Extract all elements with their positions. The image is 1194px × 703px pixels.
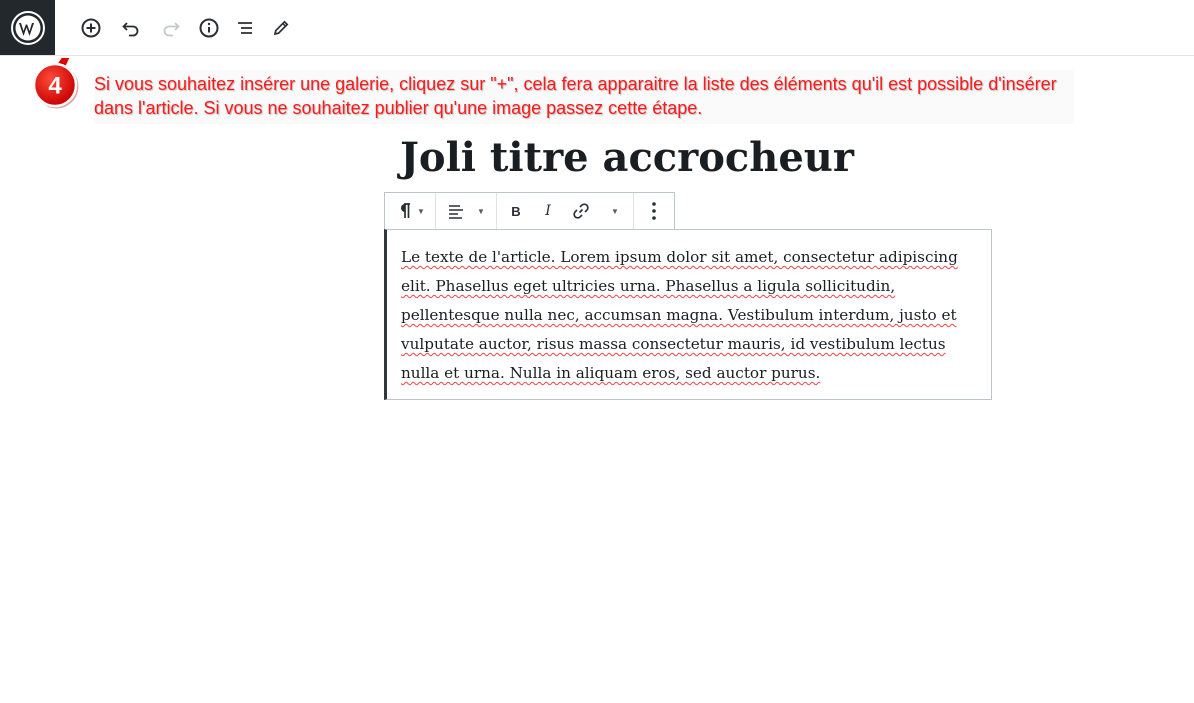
caret-down-icon: ▼ xyxy=(477,206,485,216)
italic-button[interactable]: I xyxy=(545,203,551,219)
block-toolbar xyxy=(384,192,675,229)
paragraph-text[interactable]: Le texte de l'article. Lorem ipsum dolor sit amet, consectetur adipiscing elit. Phasellus eget ultricies urna. Phasellus a ligula sollicitudin, pellentesque nulla nec, accumsan magna. Vestibulum interdum, justo et vulputate auctor, risus massa consectetur mauris, id vestibulum lectus nulla et urna. Nulla in aliquam eros, sed auctor purus. xyxy=(401,248,958,382)
redo-button[interactable] xyxy=(156,13,186,43)
align-left-icon xyxy=(447,202,465,220)
undo-icon xyxy=(121,18,141,38)
list-outline-icon xyxy=(235,18,255,38)
more-rich-text-controls-button[interactable] xyxy=(597,193,633,229)
paragraph-block[interactable] xyxy=(384,229,992,400)
block-switcher-group xyxy=(385,193,436,229)
link-icon xyxy=(572,202,590,220)
pencil-icon xyxy=(271,18,291,38)
more-options-group xyxy=(634,193,674,229)
caret-down-icon: ▼ xyxy=(417,206,425,216)
callout-number: 4 xyxy=(48,72,62,100)
post-title[interactable]: Joli titre accrocheur xyxy=(400,134,854,181)
editor-header xyxy=(0,0,1194,56)
block-type-switcher-button[interactable] xyxy=(385,193,435,229)
callout-instruction-text: Si vous souhaitez insérer une galerie, cliquez sur "+", cela fera apparaitre la liste des éléments qu'il est possible d'insérer dans l'article. Si vous ne souhaitez publier qu'une image passez cette étape. xyxy=(94,70,1074,124)
callout-number-badge xyxy=(30,58,84,112)
block-navigation-button[interactable] xyxy=(230,13,260,43)
undo-button[interactable] xyxy=(116,13,146,43)
pilcrow-icon xyxy=(395,201,413,221)
redo-icon xyxy=(161,18,181,38)
alignment-group xyxy=(436,193,497,229)
plus-circle-icon xyxy=(80,17,102,39)
wordpress-logo-icon[interactable] xyxy=(0,0,55,55)
tools-edit-button[interactable] xyxy=(266,13,296,43)
info-icon xyxy=(198,17,220,39)
add-block-button[interactable] xyxy=(76,13,106,43)
more-options-button[interactable] xyxy=(634,193,674,229)
bold-button[interactable]: B xyxy=(511,203,521,219)
align-dropdown-button[interactable] xyxy=(436,193,496,229)
formatting-group xyxy=(497,193,634,229)
caret-down-icon: ▼ xyxy=(611,206,619,216)
info-button[interactable] xyxy=(194,13,224,43)
vertical-ellipsis-icon xyxy=(651,201,657,221)
link-button[interactable] xyxy=(565,193,597,229)
